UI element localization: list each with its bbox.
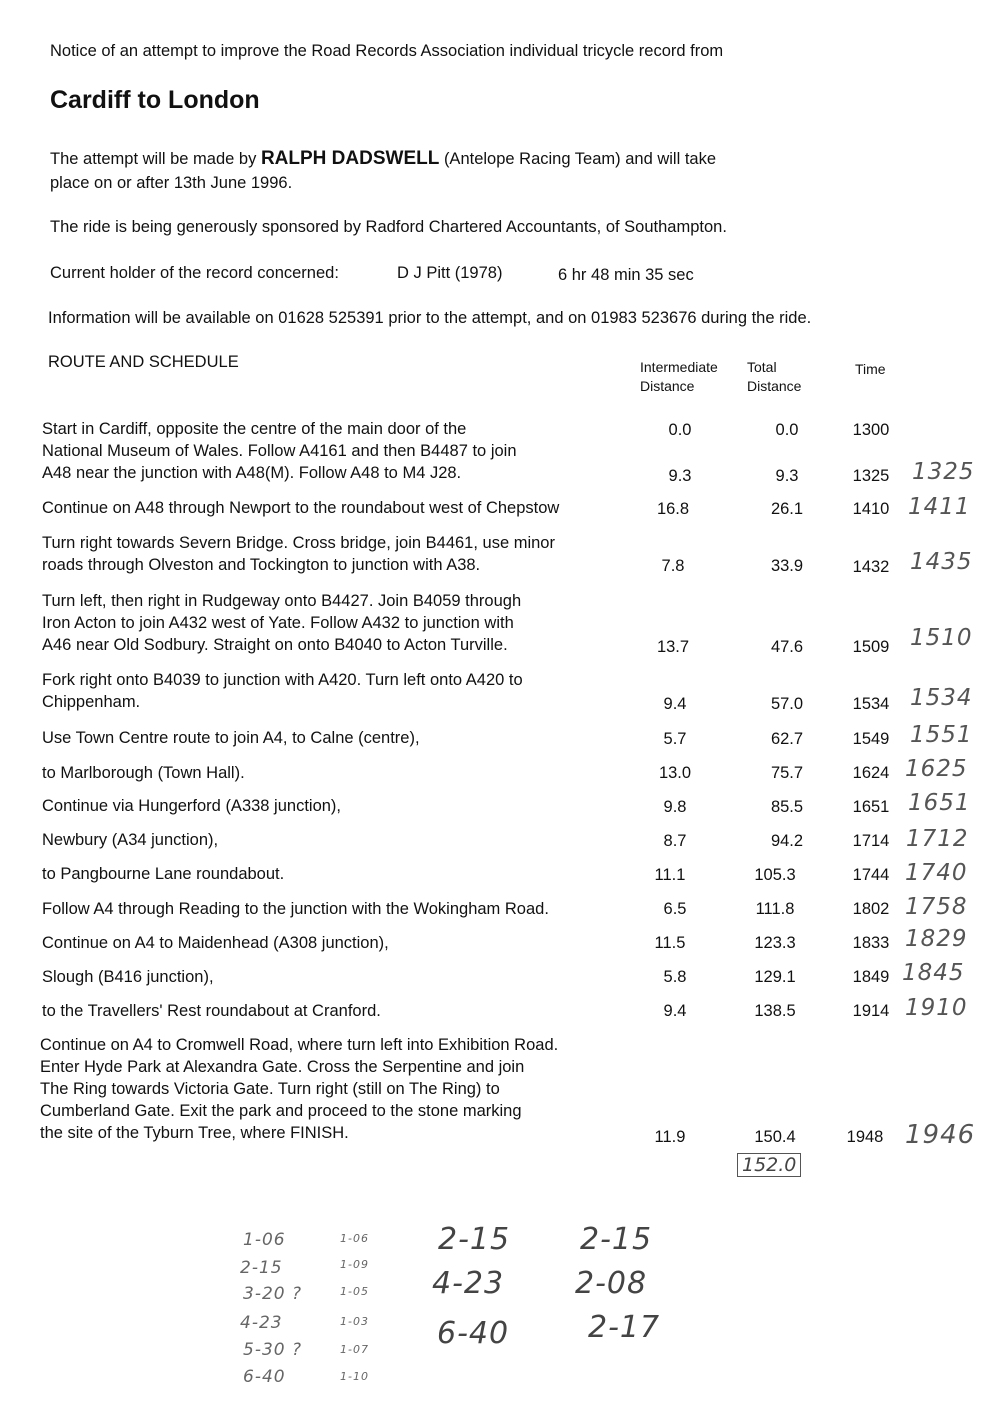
handwritten-actual-time: 1625 (905, 756, 968, 782)
intermediate-distance: 7.8 (661, 557, 685, 575)
schedule-heading: ROUTE AND SCHEDULE (48, 353, 239, 371)
intermediate-distance: 11.1 (654, 866, 686, 884)
route-text (42, 932, 389, 954)
route-line: Start in Cardiff, opposite the centre of the main door of the (42, 420, 467, 438)
route-line: to Pangbourne Lane roundabout. (42, 865, 285, 883)
route-line: Iron Acton to join A432 west of Yate. Follow A432 to junction with (42, 614, 514, 632)
route-line: to the Travellers' Rest roundabout at Cranford. (42, 1002, 381, 1020)
route-text (42, 532, 555, 576)
intermediate-distance: 9.4 (663, 695, 687, 713)
scheduled-time: 1325 (852, 467, 890, 485)
handwritten-actual-time: 1740 (905, 860, 968, 886)
sponsor-text: The ride is being generously sponsored by Radford Chartered Accountants, of Southampton. (50, 218, 727, 236)
route-text (42, 966, 214, 988)
total-distance: 26.1 (770, 500, 804, 518)
handwritten-note: 1-06 (340, 1232, 369, 1245)
route-line: Slough (B416 junction), (42, 968, 214, 986)
total-distance: 57.0 (770, 695, 804, 713)
intermediate-distance: 9.3 (668, 467, 692, 485)
handwritten-actual-time: 1435 (910, 549, 973, 575)
col-time-header: Time (855, 361, 886, 377)
col-total-header (747, 358, 801, 396)
total-distance: 47.6 (770, 638, 804, 656)
route-text (42, 590, 521, 656)
handwritten-note: 2-17 (588, 1310, 661, 1345)
route-text (42, 1000, 381, 1022)
document-title: Cardiff to London (50, 86, 260, 114)
attempt-line-1 (50, 148, 716, 170)
handwritten-actual-time: 1910 (905, 995, 968, 1021)
handwritten-note: 2-15 (580, 1222, 653, 1257)
handwritten-note: 1-03 (340, 1315, 369, 1328)
route-line: Continue via Hungerford (A338 junction), (42, 797, 342, 815)
route-text (42, 497, 559, 519)
route-line: National Museum of Wales. Follow A4161 and then B4487 to join (42, 442, 517, 460)
scheduled-time: 1802 (852, 900, 890, 918)
scheduled-time: 1534 (852, 695, 890, 713)
handwritten-actual-time: 1829 (905, 926, 968, 952)
scheduled-time: 1432 (852, 558, 890, 576)
scheduled-time: 1744 (852, 866, 890, 884)
route-line: Turn right towards Severn Bridge. Cross bridge, join B4461, use minor (42, 534, 555, 552)
intermediate-distance: 5.7 (663, 730, 687, 748)
intermediate-distance: 16.8 (656, 500, 690, 518)
route-line: A48 near the junction with A48(M). Follow A48 to M4 J28. (42, 464, 462, 482)
scheduled-time: 1651 (852, 798, 890, 816)
handwritten-note: 2-08 (575, 1266, 648, 1301)
scheduled-time: 1549 (852, 730, 890, 748)
scheduled-time: 1714 (852, 832, 890, 850)
attempt-line-2: place on or after 13th June 1996. (50, 174, 293, 192)
route-text (42, 898, 549, 920)
handwritten-actual-time: 1325 (912, 459, 975, 485)
handwritten-note: 4-23 (240, 1313, 283, 1333)
handwritten-note: 1-05 (340, 1285, 369, 1298)
col-intermediate-line2: Distance (640, 378, 695, 394)
intermediate-distance: 5.8 (663, 968, 687, 986)
intermediate-distance: 13.7 (656, 638, 690, 656)
handwritten-actual-time: 1758 (905, 894, 968, 920)
handwritten-note: 1-06 (243, 1230, 286, 1250)
handwritten-actual-time: 1651 (908, 790, 971, 816)
scheduled-time: 1948 (846, 1128, 884, 1146)
route-line: The Ring towards Victoria Gate. Turn right (still on The Ring) to (40, 1080, 500, 1098)
total-distance: 62.7 (770, 730, 804, 748)
route-line: to Marlborough (Town Hall). (42, 764, 245, 782)
total-distance: 150.4 (754, 1128, 796, 1146)
handwritten-note: 6-40 (437, 1316, 510, 1351)
total-distance: 94.2 (770, 832, 804, 850)
handwritten-actual-time: 1534 (910, 685, 973, 711)
col-total-line1: Total (747, 359, 777, 375)
scheduled-time: 1833 (852, 934, 890, 952)
route-line: roads through Olveston and Tockington to junction with A38. (42, 556, 481, 574)
handwritten-note: 6-40 (243, 1367, 286, 1387)
handwritten-note: 2-15 (438, 1222, 511, 1257)
route-line: Newbury (A34 junction), (42, 831, 219, 849)
handwritten-note: 4-23 (432, 1266, 505, 1301)
handwritten-note: 1-10 (340, 1370, 369, 1383)
attempt-post: (Antelope Racing Team) and will take (443, 150, 717, 168)
total-distance: 75.7 (770, 764, 804, 782)
route-text (42, 418, 517, 462)
route-line: the site of the Tyburn Tree, where FINISH. (40, 1124, 349, 1142)
intermediate-distance: 11.5 (654, 934, 686, 952)
scheduled-time: 1300 (852, 421, 890, 439)
handwritten-actual-time: 1411 (908, 494, 971, 520)
handwritten-note: 3-20 ? (243, 1284, 303, 1304)
handwritten-actual-time: 1551 (910, 722, 973, 748)
col-intermediate-line1: Intermediate (640, 359, 718, 375)
handwritten-actual-time: 1946 (905, 1120, 976, 1150)
route-text (42, 795, 341, 817)
total-distance: 0.0 (775, 421, 799, 439)
attempt-pre: The attempt will be made by (50, 150, 257, 168)
route-line: Continue on A4 to Maidenhead (A308 junction), (42, 934, 389, 952)
scheduled-time: 1410 (852, 500, 890, 518)
handwritten-note: 1-09 (340, 1258, 369, 1271)
handwritten-actual-time: 1510 (910, 625, 973, 651)
route-line: A46 near Old Sodbury. Straight on onto B4040 to Acton Turville. (42, 636, 508, 654)
intermediate-distance: 8.7 (663, 832, 687, 850)
total-distance: 105.3 (754, 866, 796, 884)
handwritten-total-correction: 152.0 (737, 1153, 801, 1177)
col-total-line2: Distance (747, 378, 802, 394)
col-intermediate-header (640, 358, 718, 396)
route-text (42, 669, 523, 713)
handwritten-note: 2-15 (240, 1258, 283, 1278)
route-text (40, 1034, 558, 1144)
total-distance: 123.3 (754, 934, 796, 952)
scheduled-time: 1624 (852, 764, 890, 782)
total-distance: 33.9 (770, 557, 804, 575)
scheduled-time: 1914 (852, 1002, 890, 1020)
total-distance: 111.8 (755, 900, 795, 918)
intermediate-distance: 13.0 (658, 764, 692, 782)
route-line: Use Town Centre route to join A4, to Calne (centre), (42, 729, 420, 747)
intermediate-distance: 9.8 (663, 798, 687, 816)
total-distance: 85.5 (770, 798, 804, 816)
route-text (42, 863, 284, 885)
route-text (42, 462, 461, 484)
route-line: Continue on A4 to Cromwell Road, where turn left into Exhibition Road. (40, 1036, 559, 1054)
total-distance: 129.1 (754, 968, 796, 986)
route-text (42, 727, 420, 749)
route-line: Continue on A48 through Newport to the roundabout west of Chepstow (42, 499, 560, 517)
info-text: Information will be available on 01628 525391 prior to the attempt, and on 01983 523676 during the ride. (48, 309, 812, 327)
intermediate-distance: 0.0 (668, 421, 692, 439)
route-line: Turn left, then right in Rudgeway onto B4427. Join B4059 through (42, 592, 522, 610)
holder-label: Current holder of the record concerned: (50, 264, 339, 282)
route-line: Fork right onto B4039 to junction with A420. Turn left onto A420 to (42, 671, 523, 689)
handwritten-note: 5-30 ? (243, 1340, 303, 1360)
handwritten-note: 1-07 (340, 1343, 369, 1356)
route-line: Cumberland Gate. Exit the park and proceed to the stone marking (40, 1102, 522, 1120)
route-line: Follow A4 through Reading to the junction with the Wokingham Road. (42, 900, 549, 918)
route-text (42, 762, 245, 784)
handwritten-actual-time: 1845 (902, 960, 965, 986)
intermediate-distance: 9.4 (663, 1002, 687, 1020)
route-text (42, 829, 218, 851)
route-line: Enter Hyde Park at Alexandra Gate. Cross the Serpentine and join (40, 1058, 525, 1076)
intermediate-distance: 11.9 (654, 1128, 686, 1146)
holder-time: 6 hr 48 min 35 sec (558, 266, 694, 284)
intermediate-distance: 6.5 (663, 900, 687, 918)
scheduled-time: 1509 (852, 638, 890, 656)
total-distance: 9.3 (775, 467, 799, 485)
scheduled-time: 1849 (852, 968, 890, 986)
handwritten-actual-time: 1712 (906, 826, 969, 852)
rider-name: RALPH DADSWELL (260, 148, 440, 169)
route-line: Chippenham. (42, 693, 141, 711)
intro-text: Notice of an attempt to improve the Road Records Association individual tricycle record from (50, 42, 724, 60)
holder-name: D J Pitt (1978) (397, 264, 503, 282)
total-distance: 138.5 (754, 1002, 796, 1020)
